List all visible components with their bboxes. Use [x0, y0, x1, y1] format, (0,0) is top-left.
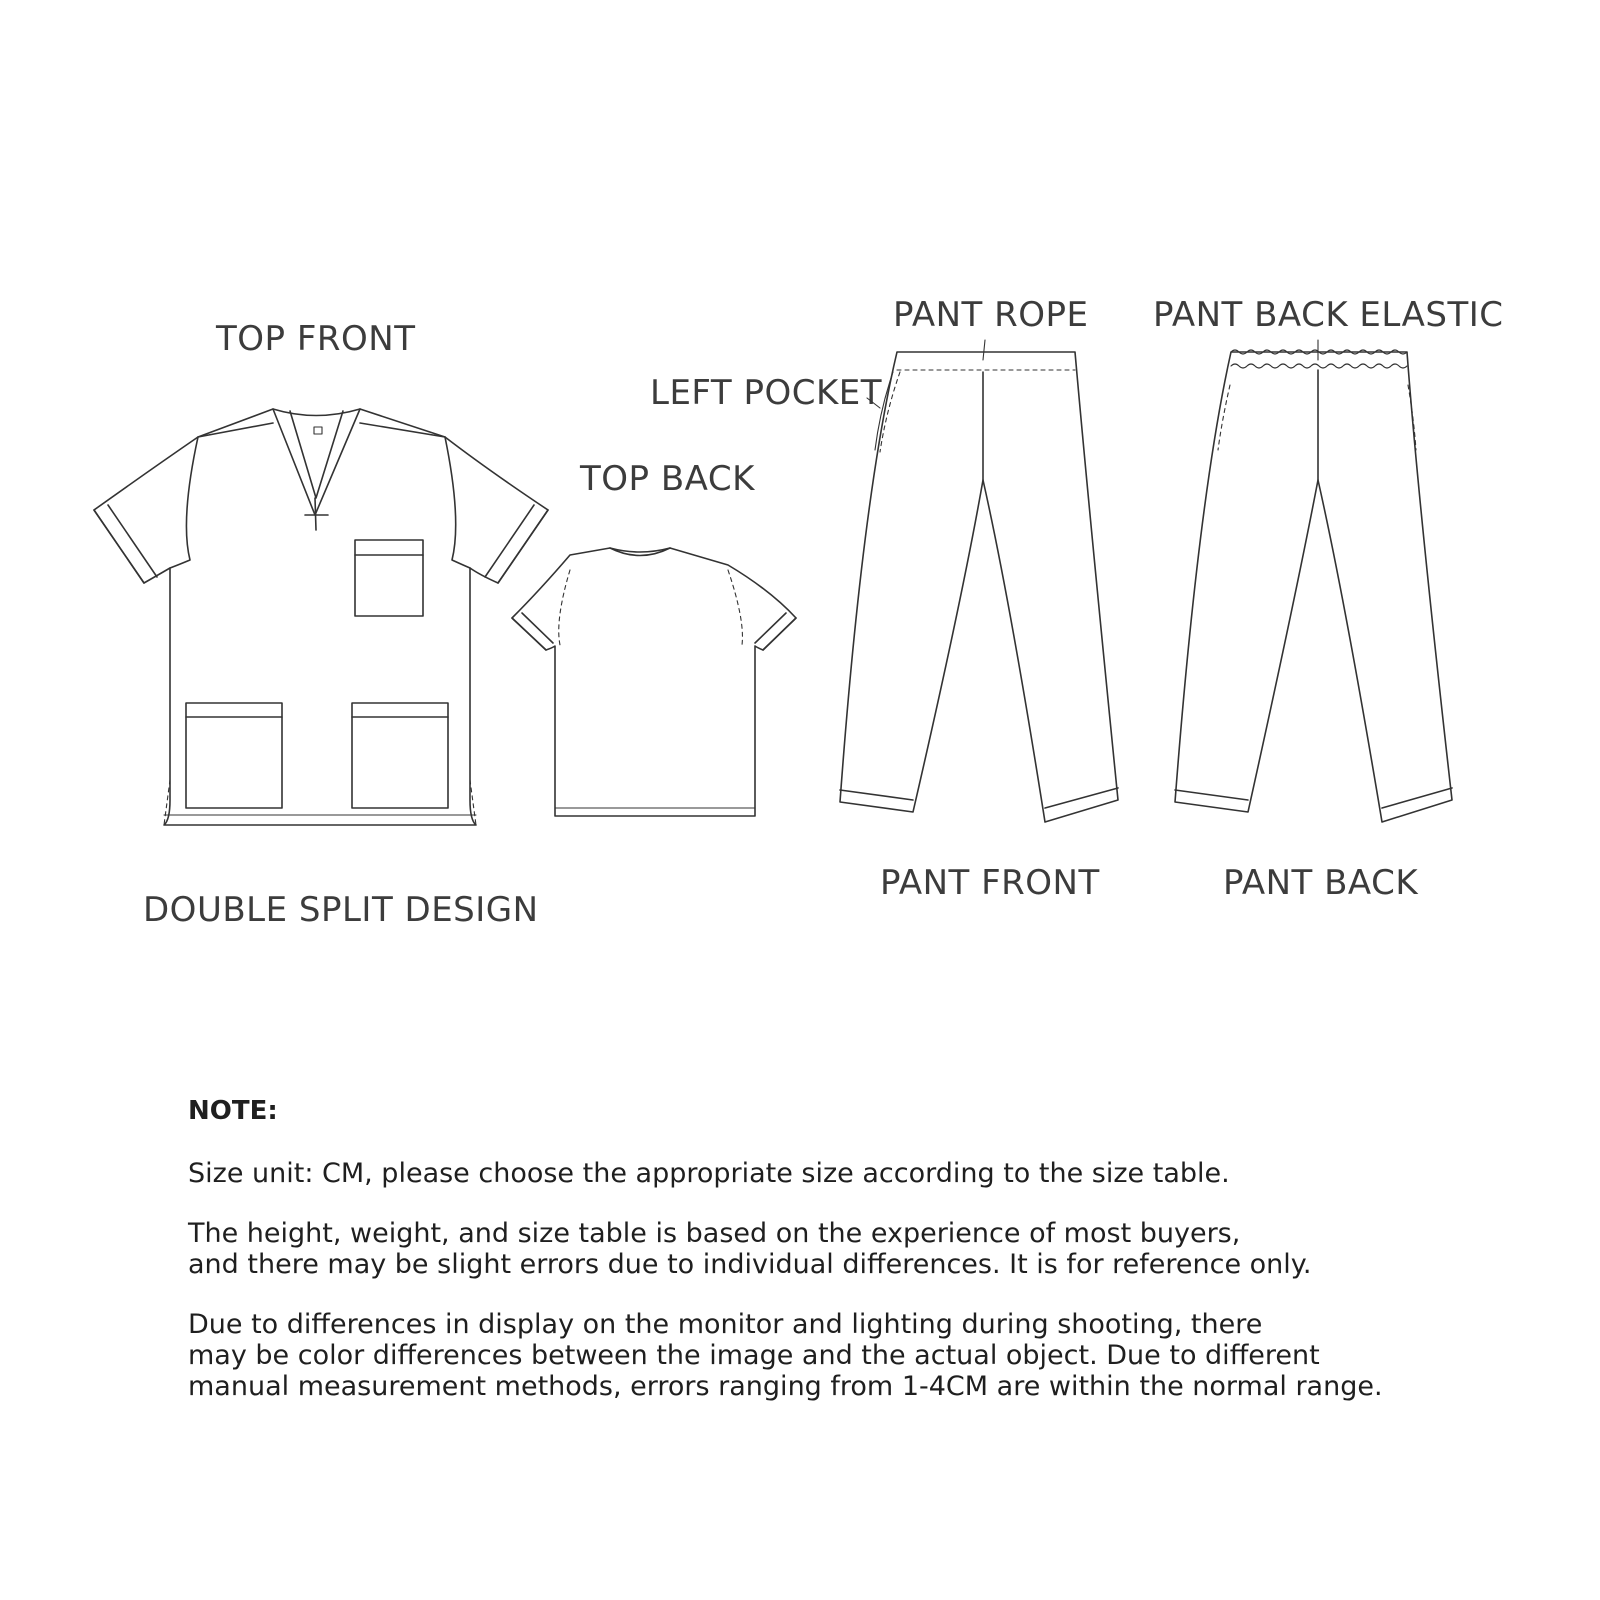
top-back-drawing — [512, 548, 796, 816]
note-paragraph-size-table: The height, weight, and size table is based on the experience of most buyers, and there may be slight errors due to individual differences. It is for reference only. — [188, 1218, 1312, 1280]
pant-back-label: PANT BACK — [1223, 863, 1419, 903]
note-paragraph-color-measurement: Due to differences in display on the monitor and lighting during shooting, there may be color differences between the image and the actual object. Due to different manual measurement methods, errors ranging from 1-4CM are within the normal range. — [188, 1309, 1383, 1402]
left-pocket-label: LEFT POCKET — [650, 373, 883, 413]
top-front-drawing — [94, 409, 548, 825]
double-split-design-label: DOUBLE SPLIT DESIGN — [143, 890, 539, 930]
note-section — [188, 1098, 1488, 1431]
pant-front-label: PANT FRONT — [880, 863, 1100, 903]
pant-back-drawing — [1175, 340, 1452, 822]
top-front-label: TOP FRONT — [216, 319, 416, 359]
pant-back-elastic-label: PANT BACK ELASTIC — [1153, 295, 1504, 335]
pant-front-drawing — [840, 340, 1118, 822]
top-back-label: TOP BACK — [580, 459, 755, 499]
pant-rope-label: PANT ROPE — [893, 295, 1089, 335]
note-title: NOTE: — [188, 1096, 278, 1126]
note-paragraph-size-unit: Size unit: CM, please choose the appropriate size according to the size table. — [188, 1158, 1230, 1189]
